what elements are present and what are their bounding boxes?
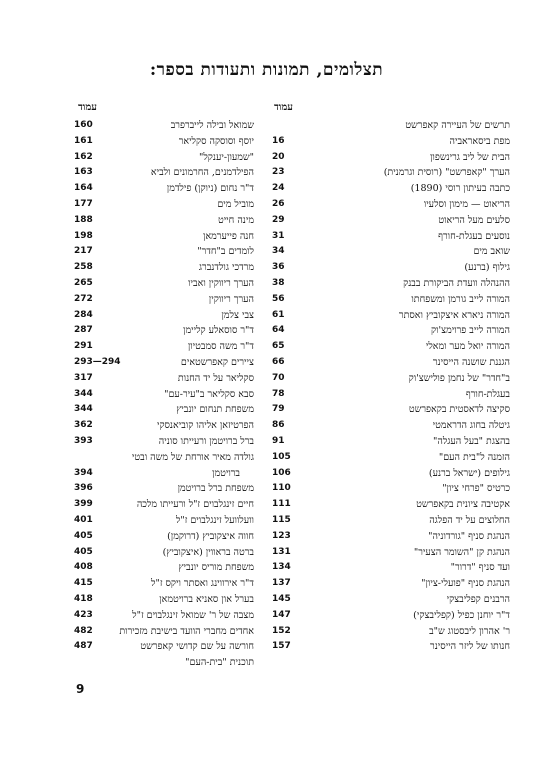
entry-caption: הפרטיזאן אליהו קוביאנסקי (156, 420, 254, 432)
entry-page: 106 (272, 467, 291, 478)
entry-page: 272 (74, 293, 93, 304)
entry-page: 23 (272, 167, 285, 178)
list-item (272, 260, 510, 276)
entry-caption: בעגלת-חורף (465, 388, 510, 400)
entry-page: 137 (272, 578, 291, 589)
entry-caption: אחדים מחברי הוועד בישיבת מזכירות (119, 625, 254, 637)
entry-page: 56 (272, 293, 285, 304)
entry-page: 405 (74, 530, 93, 541)
list-item (272, 134, 510, 150)
entry-caption: המורה ניארא איצקוביץ ואסתר (398, 309, 510, 321)
entry-caption: משפחת מוריס יונביץ (178, 562, 254, 574)
entry-caption: המורה יואל מער ומאלי (425, 341, 510, 353)
entry-caption: הזמנה ל"בית העם" (438, 451, 510, 463)
list-item (74, 118, 254, 134)
page-column-label: עמוד (274, 102, 293, 113)
entry-caption: ברטה בראווין (איצקוביץ) (162, 546, 254, 558)
entry-caption: סקיצה לדאסטית בקאפרשט (408, 404, 510, 416)
list-item (74, 165, 254, 181)
list-item (74, 402, 254, 418)
entry-caption: משפחת תנחום יונביץ (176, 404, 254, 416)
entry-caption: מרדכי גולדנברג (198, 262, 254, 274)
entry-page: 362 (74, 420, 93, 431)
entry-caption: מצבה של ר' שמואל זינגלבוים ז"ל (132, 609, 254, 621)
entry-page: 405 (74, 546, 93, 557)
entry-page: 164 (74, 183, 93, 194)
entry-caption: החלוצים על יד הפלגה (429, 514, 510, 526)
entry-caption: הרבנים קפליבצקי (446, 593, 510, 605)
entry-page: 265 (74, 277, 93, 288)
entry-page: 344 (74, 388, 93, 399)
list-item (272, 150, 510, 166)
list-item (74, 339, 254, 355)
entry-caption: ברל ברויטמן ורעייתו סוניה (158, 435, 254, 447)
entry-page: 66 (272, 356, 285, 367)
list-item (74, 529, 254, 545)
entry-page: 408 (74, 562, 93, 573)
entry-caption: משפחת ברל ברויטמן (177, 483, 254, 495)
entry-page: 91 (272, 435, 285, 446)
entry-page: 399 (74, 499, 93, 510)
list-item (272, 276, 510, 292)
entry-page: 65 (272, 341, 285, 352)
entry-caption: הנהגת סניף "גורדוניה" (428, 530, 510, 542)
entry-caption: ציירים קאפרשטאים (180, 356, 254, 368)
list-item (74, 418, 254, 434)
entry-page: 31 (272, 230, 285, 241)
list-item (74, 371, 254, 387)
left-column (74, 98, 254, 671)
entry-caption: בערל און סאניא ברויטמאן (159, 593, 254, 605)
list-item (272, 371, 510, 387)
entries-list-left (74, 118, 254, 671)
entry-caption: מפת ביסאראביה (449, 135, 510, 147)
entry-caption: שואב מים (473, 246, 510, 258)
list-item (74, 434, 254, 450)
entry-page: 36 (272, 262, 285, 273)
entry-page: 131 (272, 546, 291, 557)
entry-caption: צבי צלמן (221, 309, 254, 321)
list-item (74, 292, 254, 308)
list-item (74, 450, 254, 482)
list-item (272, 229, 510, 245)
list-item (74, 655, 254, 671)
entry-page: 217 (74, 246, 93, 257)
list-item (272, 339, 510, 355)
entry-page: 394 (74, 467, 93, 478)
list-item (272, 481, 510, 497)
list-item (272, 181, 510, 197)
list-item (74, 229, 254, 245)
entry-caption: הנהגת קן "השומר הצעיר" (413, 546, 510, 558)
entry-page: 38 (272, 277, 285, 288)
list-item (272, 418, 510, 434)
entry-page: 64 (272, 325, 285, 336)
right-column (272, 98, 510, 655)
list-item (74, 576, 254, 592)
list-item (272, 323, 510, 339)
entry-page: 160 (74, 120, 93, 130)
entry-caption: גיטלה בחוג הדראמטי (432, 420, 510, 432)
list-item (74, 197, 254, 213)
entry-caption: המורה לייב פרוימצ'וק (430, 325, 510, 337)
entry-caption: תוכנית "בית-העם" (185, 657, 254, 669)
entry-page: 317 (74, 372, 93, 383)
entry-page: 111 (272, 499, 291, 510)
entry-page: 134 (272, 562, 291, 573)
entry-page: 188 (74, 214, 93, 225)
entry-caption: הגננת שושנה הייסינר (432, 356, 510, 368)
list-item (272, 213, 510, 229)
entry-caption: ד"ר סוסאלע קליימן (183, 325, 254, 337)
page-title: תצלומים, תמונות ותעודות בספר: (149, 60, 384, 80)
list-item (74, 545, 254, 561)
entry-page (74, 655, 104, 671)
list-item (272, 624, 510, 640)
entry-caption: חיים זינגלבוים ז"ל ורעייתו מלכה (136, 499, 254, 511)
entry-caption: הערך ריווקין ואביו (188, 277, 254, 289)
list-item (74, 513, 254, 529)
page-number: 9 (76, 682, 85, 696)
entry-caption: סלעים מעל הריאוט (438, 214, 510, 226)
entry-page: 418 (74, 593, 93, 604)
entry-caption: כרטיס "פרחי ציון" (442, 483, 510, 495)
entry-page: 287 (74, 325, 93, 336)
entry-caption: חנותו של ליזר הייסינר (430, 641, 510, 653)
entry-page: 147 (272, 609, 291, 620)
entry-page: 70 (272, 372, 285, 383)
entry-caption: ד"ר משה סמבטיון (187, 341, 254, 353)
list-item (74, 624, 254, 640)
entry-caption: הפילדמנים, החרמונים ולביא (150, 167, 254, 179)
list-item (272, 355, 510, 371)
list-item (272, 197, 510, 213)
list-item (74, 260, 254, 276)
entry-page: 177 (74, 198, 93, 209)
entry-caption: גילופים (ישראל ברנע) (428, 467, 510, 479)
entry-caption: שמואל ובילה לייברפרב (170, 120, 254, 131)
list-item (74, 497, 254, 513)
entry-page: 115 (272, 514, 291, 525)
entry-caption: ר' אהרון ליבסטוג ש"ב (429, 625, 510, 637)
entry-page: 29 (272, 214, 285, 225)
list-item (272, 608, 510, 624)
entry-page: 78 (272, 388, 285, 399)
list-item (74, 639, 254, 655)
entry-page: 79 (272, 404, 285, 415)
entry-caption: הערך "קאפרשט" (רוסית וגרמנית) (383, 167, 510, 179)
entry-page: 105 (272, 451, 291, 462)
entry-caption: יוסף וסוסקה סקליאר (178, 135, 254, 147)
entry-page: 393 (74, 435, 93, 446)
entry-caption: הנהגת סניף "פועלי-ציון" (421, 578, 510, 590)
entry-caption: אקטיבה ציונית בקאפרשט (416, 499, 510, 511)
list-item (272, 434, 510, 450)
entry-page: 482 (74, 625, 93, 636)
entry-caption: בהצגת "בעל העגלה" (432, 435, 510, 447)
entry-page: 198 (74, 230, 93, 241)
entry-page: 34 (272, 246, 285, 257)
entry-caption: חנה פייערמאן (203, 230, 254, 242)
list-item (74, 213, 254, 229)
entry-page: 152 (272, 625, 291, 636)
entry-caption: ד"ר יוחנן כפיל (קפליבצקי) (413, 609, 510, 621)
entry-page: 396 (74, 483, 93, 494)
list-item (74, 134, 254, 150)
list-item (272, 639, 510, 655)
list-item (272, 513, 510, 529)
list-item (74, 608, 254, 624)
entry-caption: נוסעים בעגלת-חורף (438, 230, 510, 242)
entry-page: 293—294 (74, 356, 121, 367)
entry-page: 16 (272, 135, 285, 146)
entry-page: 284 (74, 309, 93, 320)
list-item (272, 244, 510, 260)
entry-page: 20 (272, 151, 285, 162)
list-item (272, 165, 510, 181)
entries-list-right (272, 118, 510, 655)
entry-caption: מינה חייט (217, 214, 254, 226)
list-item (272, 292, 510, 308)
list-item (272, 529, 510, 545)
entry-caption-continued: ברויטמן (212, 467, 240, 479)
list-item (74, 244, 254, 260)
entry-caption: המורה לייב גורמן ומשפחתו (411, 293, 510, 305)
entry-page: 258 (74, 262, 93, 273)
list-item (74, 560, 254, 576)
entry-caption: ד"ר אירווינג ואסתר ויקס ז"ל (151, 578, 254, 590)
entry-caption: כתבה בעיתון רוסי (1890) (410, 183, 510, 195)
entry-page: 401 (74, 514, 93, 525)
entry-page: 61 (272, 309, 285, 320)
list-item (74, 481, 254, 497)
list-item (74, 355, 254, 371)
entry-page (272, 118, 302, 134)
list-item (272, 592, 510, 608)
list-item (74, 308, 254, 324)
page-column-label: עמוד (78, 102, 97, 113)
entry-caption: גילוף (ברנע) (464, 262, 510, 274)
entry-page: 344 (74, 404, 93, 415)
entry-caption: סקליאר על יד החנות (177, 372, 254, 384)
entry-page: 161 (74, 135, 93, 146)
entry-page: 423 (74, 609, 93, 620)
list-item (272, 466, 510, 482)
entry-caption: חווה איצקוביץ (דרוקמן) (167, 530, 254, 542)
entry-caption: הבית של ליב גרינשפון (429, 151, 510, 163)
entry-caption: לומדים ב"חדר" (197, 246, 254, 258)
entry-caption: וועלוועל זינגלבוים ז"ל (175, 514, 254, 526)
entry-caption: הערך ריווקין (208, 293, 254, 305)
entry-caption: "שמעון-יענקל" (198, 151, 254, 163)
entry-caption: גולדה מאיר אורחת של משה ובטי (131, 451, 254, 463)
entry-caption: חורשה על שם קדושי קאפרשט (140, 641, 254, 653)
list-item (272, 497, 510, 513)
entry-page: 163 (74, 167, 93, 178)
entry-caption: ועד סניף "דרור" (450, 562, 510, 574)
entry-caption: סבא סקליאר ב"עיר-עם" (164, 388, 254, 400)
list-item (272, 118, 510, 134)
list-item (74, 276, 254, 292)
entry-page: 415 (74, 578, 93, 589)
list-item (272, 545, 510, 561)
list-item (272, 576, 510, 592)
entry-caption: ד"ר נחום (ניוקן) פילדמן (166, 183, 254, 195)
list-item (74, 592, 254, 608)
entry-page: 157 (272, 641, 291, 652)
entry-page: 26 (272, 198, 285, 209)
entry-page: 145 (272, 593, 291, 604)
entry-page: 110 (272, 483, 291, 494)
entry-page: 86 (272, 420, 285, 431)
entry-page: 291 (74, 341, 93, 352)
entry-caption: ב"חדר" של נחמן פולישצ'וק (408, 372, 510, 384)
list-item (74, 150, 254, 166)
entry-caption: תרשים של העיירה קאפרשט (405, 120, 510, 131)
list-item (272, 308, 510, 324)
entry-page: 123 (272, 530, 291, 541)
list-item (74, 181, 254, 197)
entry-caption: מוביל מים (217, 198, 254, 210)
list-item (74, 323, 254, 339)
list-item (272, 387, 510, 403)
list-item (272, 560, 510, 576)
entry-caption: ההנהלה וועדת הביקורת בבנק (403, 277, 510, 289)
entry-page: 162 (74, 151, 93, 162)
list-item (272, 450, 510, 466)
list-item (74, 387, 254, 403)
entry-caption: הריאוט — מימון וסלעיו (423, 198, 510, 210)
entry-page: 487 (74, 641, 93, 652)
entry-page: 24 (272, 183, 285, 194)
list-item (272, 402, 510, 418)
